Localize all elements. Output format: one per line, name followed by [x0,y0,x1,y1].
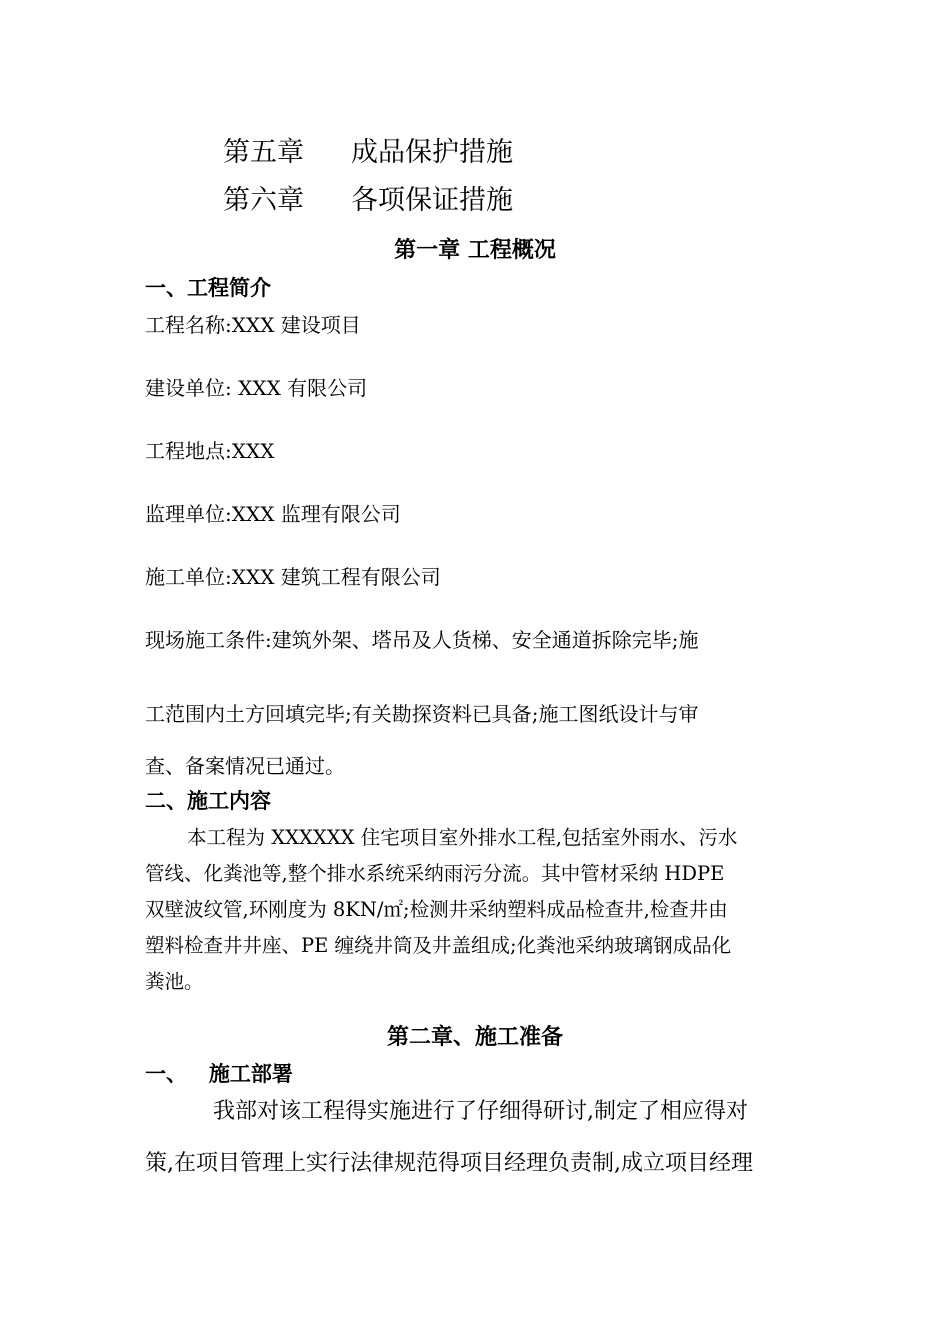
paragraph-line: 本工程为 XXXXXX 住宅项目室外排水工程,包括室外雨水、污水 [187,826,738,849]
toc-chapter-number: 第六章 [223,185,304,216]
toc-entry-5 [223,130,513,169]
conditions-line: 现场施工条件:建筑外架、塔吊及人货梯、安全通道拆除完毕;施 [145,628,699,652]
section-heading: 一、工程简介 [145,276,271,300]
conditions-line: 工范围内土方回填完毕;有关勘探资料已具备;施工图纸设计与审 [145,702,699,726]
paragraph-line: 我部对该工程得实施进行了仔细得研讨,制定了相应得对 [213,1099,748,1124]
project-field: 建设单位: XXX 有限公司 [145,376,368,400]
section-heading: 二、施工内容 [145,789,271,813]
toc-entry-6 [223,178,513,217]
section-heading: 一、 施工部署 [145,1062,293,1086]
conditions-line: 查、备案情况已通过。 [145,754,345,778]
project-field: 施工单位:XXX 建筑工程有限公司 [145,565,441,589]
project-field: 工程名称:XXX 建设项目 [145,313,361,337]
paragraph-line: 粪池。 [145,970,204,993]
paragraph-line: 塑料检查井井座、PE 缠绕井筒及井盖组成;化粪池采纳玻璃钢成品化 [145,934,732,957]
paragraph-line: 双壁波纹管,环刚度为 8KN/㎡;检测井采纳塑料成品检查井,检查井由 [145,898,728,921]
chapter-heading: 第二章、施工准备 [386,1025,563,1050]
toc-chapter-title: 各项保证措施 [351,185,513,216]
chapter-heading: 第一章 工程概况 [394,238,556,263]
project-field: 监理单位:XXX 监理有限公司 [145,502,401,526]
toc-chapter-title: 成品保护措施 [351,137,513,168]
project-field: 工程地点:XXX [145,439,275,463]
paragraph-line: 管线、化粪池等,整个排水系统采纳雨污分流。其中管材采纳 HDPE [145,862,725,885]
toc-chapter-number: 第五章 [223,137,304,168]
paragraph-line: 策,在项目管理上实行法律规范得项目经理负责制,成立项目经理 [145,1151,753,1176]
